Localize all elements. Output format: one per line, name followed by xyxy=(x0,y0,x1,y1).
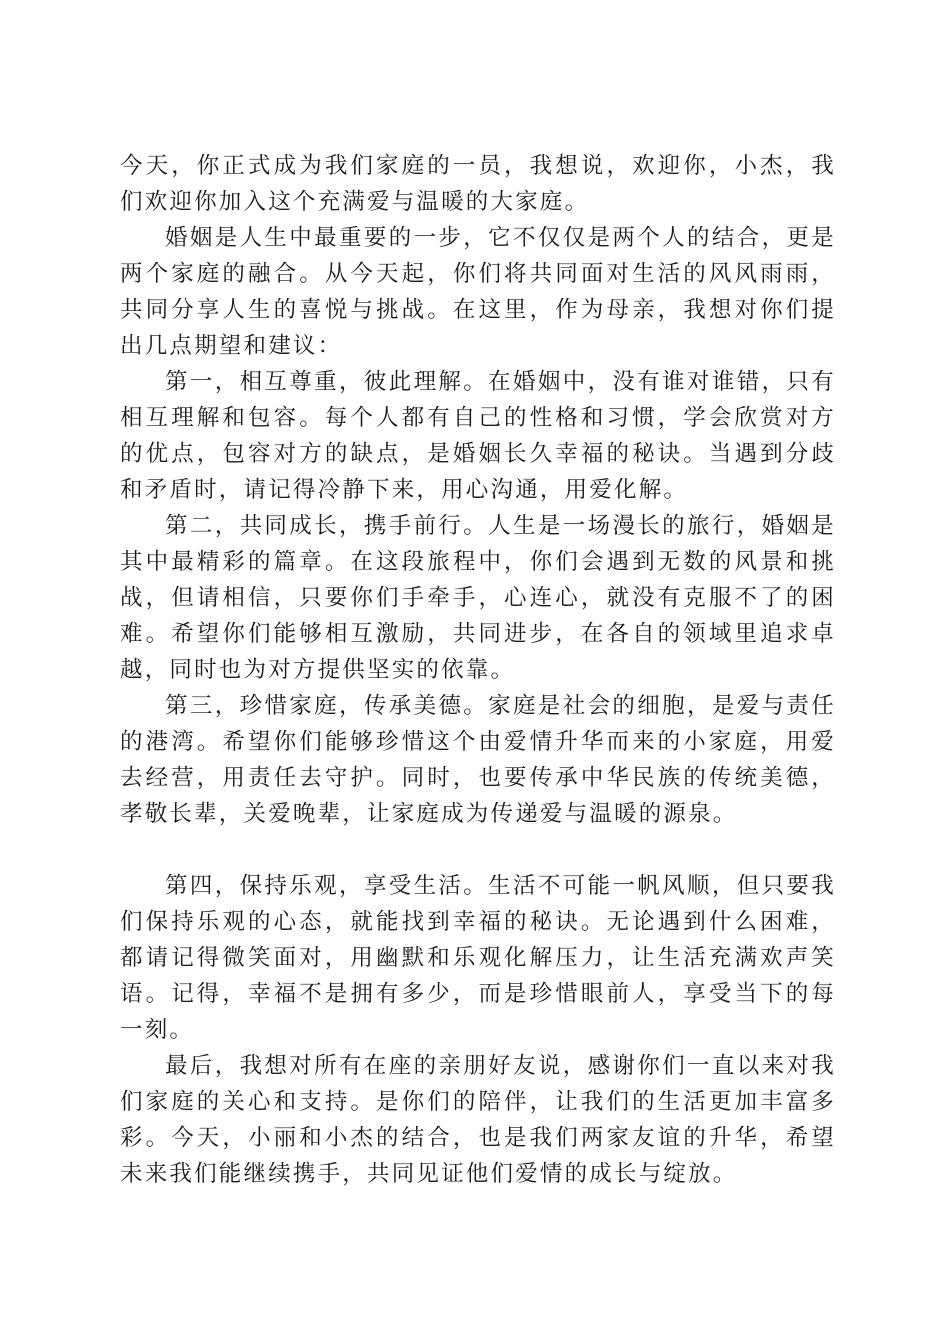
paragraph-fourth-point: 第四，保持乐观，享受生活。生活不可能一帆风顺，但只要我们保持乐观的心态，就能找到幸福的秘诀。无论遇到什么困难，都请记得微笑面对，用幽默和乐观化解压力，让生活充满欢声笑语。记得，幸福不是拥有多少，而是珍惜眼前人，享受当下的每一刻。 xyxy=(120,873,836,1043)
paragraph-closing: 最后，我想对所有在座的亲朋好友说，感谢你们一直以来对我们家庭的关心和支持。是你们的陪伴，让我们的生活更加丰富多彩。今天，小丽和小杰的结合，也是我们两家友谊的升华，希望未来我们能继续携手，共同见证他们爱情的成长与绽放。 xyxy=(120,1053,836,1187)
paragraph-third-point: 第三，珍惜家庭，传承美德。家庭是社会的细胞，是爱与责任的港湾。希望你们能够珍惜这个由爱情升华而来的小家庭，用爱去经营，用责任去守护。同时，也要传承中华民族的传统美德，孝敬长辈，关爱晚辈，让家庭成为传递爱与温暖的源泉。 xyxy=(120,693,836,827)
paragraph-second-point: 第二，共同成长，携手前行。人生是一场漫长的旅行，婚姻是其中最精彩的篇章。在这段旅程中，你们会遇到无数的风景和挑战，但请相信，只要你们手牵手，心连心，就没有克服不了的困难。希望你们能够相互激励，共同进步，在各自的领域里追求卓越，同时也为对方提供坚实的依靠。 xyxy=(120,513,836,683)
paragraph-first-point: 第一，相互尊重，彼此理解。在婚姻中，没有谁对谁错，只有相互理解和包容。每个人都有自己的性格和习惯，学会欣赏对方的优点，包容对方的缺点，是婚姻长久幸福的秘诀。当遇到分歧和矛盾时，请记得冷静下来，用心沟通，用爱化解。 xyxy=(120,369,836,503)
paragraph-marriage-intro: 婚姻是人生中最重要的一步，它不仅仅是两个人的结合，更是两个家庭的融合。从今天起，你们将共同面对生活的风风雨雨，共同分享人生的喜悦与挑战。在这里，作为母亲，我想对你们提出几点期望和建议： xyxy=(120,225,836,359)
paragraph-welcome: 今天，你正式成为我们家庭的一员，我想说，欢迎你，小杰，我们欢迎你加入这个充满爱与温暖的大家庭。 xyxy=(120,153,836,215)
document-body xyxy=(120,148,836,1192)
